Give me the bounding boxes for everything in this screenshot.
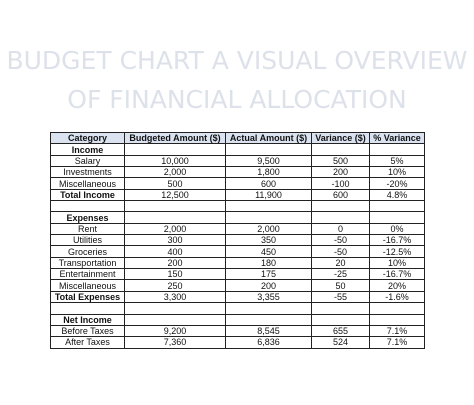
blank-cell [370,303,425,314]
budgeted-cell: 150 [125,269,226,280]
section-heading-row [51,212,425,223]
table-row [51,269,425,280]
category-cell: Investments [51,167,125,178]
blank-cell [226,212,312,223]
actual-cell: 8,545 [226,325,312,336]
blank-row [51,201,425,212]
page-title [0,41,474,119]
variance-cell: 0 [312,223,370,234]
blank-cell [125,212,226,223]
header-category-cell: Category [51,133,125,144]
budget-table-body [51,133,425,349]
title-line-1: BUDGET CHART A VISUAL OVERVIEW [6,46,468,75]
budgeted-cell: 400 [125,246,226,257]
total-label: Total Expenses [51,291,125,302]
actual-cell: 3,355 [226,291,312,302]
section-heading: Net Income [51,314,125,325]
total-row [51,291,425,302]
header-actual-cell: Actual Amount ($) [226,133,312,144]
header-budgeted-cell: Budgeted Amount ($) [125,133,226,144]
budgeted-cell: 300 [125,235,226,246]
section-heading-row [51,144,425,155]
variance-cell: 50 [312,280,370,291]
category-cell: Groceries [51,246,125,257]
pct-variance-cell: -16.7% [370,269,425,280]
section-heading: Income [51,144,125,155]
table-row [51,257,425,268]
variance-cell: -25 [312,269,370,280]
category-cell: Miscellaneous [51,178,125,189]
variance-cell: -50 [312,235,370,246]
title-line-2: OF FINANCIAL ALLOCATION [67,85,407,114]
blank-cell [370,212,425,223]
pct-variance-cell: -12.5% [370,246,425,257]
actual-cell: 180 [226,257,312,268]
blank-cell [51,303,125,314]
budgeted-cell: 7,360 [125,337,226,348]
table-row [51,235,425,246]
variance-cell: -50 [312,246,370,257]
actual-cell: 450 [226,246,312,257]
blank-cell [226,144,312,155]
blank-cell [370,144,425,155]
blank-cell [125,303,226,314]
category-cell: Entertainment [51,269,125,280]
table-row [51,178,425,189]
pct-variance-cell: 0% [370,223,425,234]
blank-cell [226,303,312,314]
budgeted-cell: 3,300 [125,291,226,302]
pct-variance-cell: 20% [370,280,425,291]
pct-variance-cell: 10% [370,167,425,178]
budgeted-cell: 12,500 [125,189,226,200]
blank-cell [370,201,425,212]
table-row [51,246,425,257]
category-cell: After Taxes [51,337,125,348]
actual-cell: 6,836 [226,337,312,348]
total-label: Total Income [51,189,125,200]
actual-cell: 1,800 [226,167,312,178]
blank-cell [312,144,370,155]
section-heading-row [51,314,425,325]
budgeted-cell: 10,000 [125,155,226,166]
blank-cell [312,314,370,325]
actual-cell: 200 [226,280,312,291]
table-row [51,167,425,178]
category-cell: Rent [51,223,125,234]
variance-cell: 500 [312,155,370,166]
actual-cell: 350 [226,235,312,246]
section-heading: Expenses [51,212,125,223]
category-cell: Miscellaneous [51,280,125,291]
budgeted-cell: 2,000 [125,167,226,178]
pct-variance-cell: 5% [370,155,425,166]
budget-table [50,132,425,349]
actual-cell: 2,000 [226,223,312,234]
table-row [51,280,425,291]
table-row [51,325,425,336]
actual-cell: 600 [226,178,312,189]
variance-cell: -100 [312,178,370,189]
category-cell: Utilities [51,235,125,246]
actual-cell: 11,900 [226,189,312,200]
budgeted-cell: 250 [125,280,226,291]
blank-cell [226,314,312,325]
pct-variance-cell: -1.6% [370,291,425,302]
table-row [51,155,425,166]
budgeted-cell: 2,000 [125,223,226,234]
blank-cell [312,201,370,212]
budgeted-cell: 200 [125,257,226,268]
header-variance-cell: Variance ($) [312,133,370,144]
header-pct-variance-cell: % Variance [370,133,425,144]
actual-cell: 175 [226,269,312,280]
blank-cell [125,144,226,155]
variance-cell: 600 [312,189,370,200]
blank-cell [226,201,312,212]
table-row [51,223,425,234]
category-cell: Salary [51,155,125,166]
variance-cell: 200 [312,167,370,178]
blank-cell [312,303,370,314]
blank-cell [125,201,226,212]
blank-cell [125,314,226,325]
pct-variance-cell: 4.8% [370,189,425,200]
pct-variance-cell: 7.1% [370,337,425,348]
budgeted-cell: 9,200 [125,325,226,336]
category-cell: Transportation [51,257,125,268]
budgeted-cell: 500 [125,178,226,189]
variance-cell: 524 [312,337,370,348]
pct-variance-cell: 7.1% [370,325,425,336]
variance-cell: -55 [312,291,370,302]
blank-row [51,303,425,314]
table-row [51,337,425,348]
pct-variance-cell: 10% [370,257,425,268]
pct-variance-cell: -20% [370,178,425,189]
total-row [51,189,425,200]
blank-cell [370,314,425,325]
blank-cell [312,212,370,223]
table-header-row [51,133,425,144]
variance-cell: 20 [312,257,370,268]
actual-cell: 9,500 [226,155,312,166]
variance-cell: 655 [312,325,370,336]
pct-variance-cell: -16.7% [370,235,425,246]
category-cell: Before Taxes [51,325,125,336]
blank-cell [51,201,125,212]
